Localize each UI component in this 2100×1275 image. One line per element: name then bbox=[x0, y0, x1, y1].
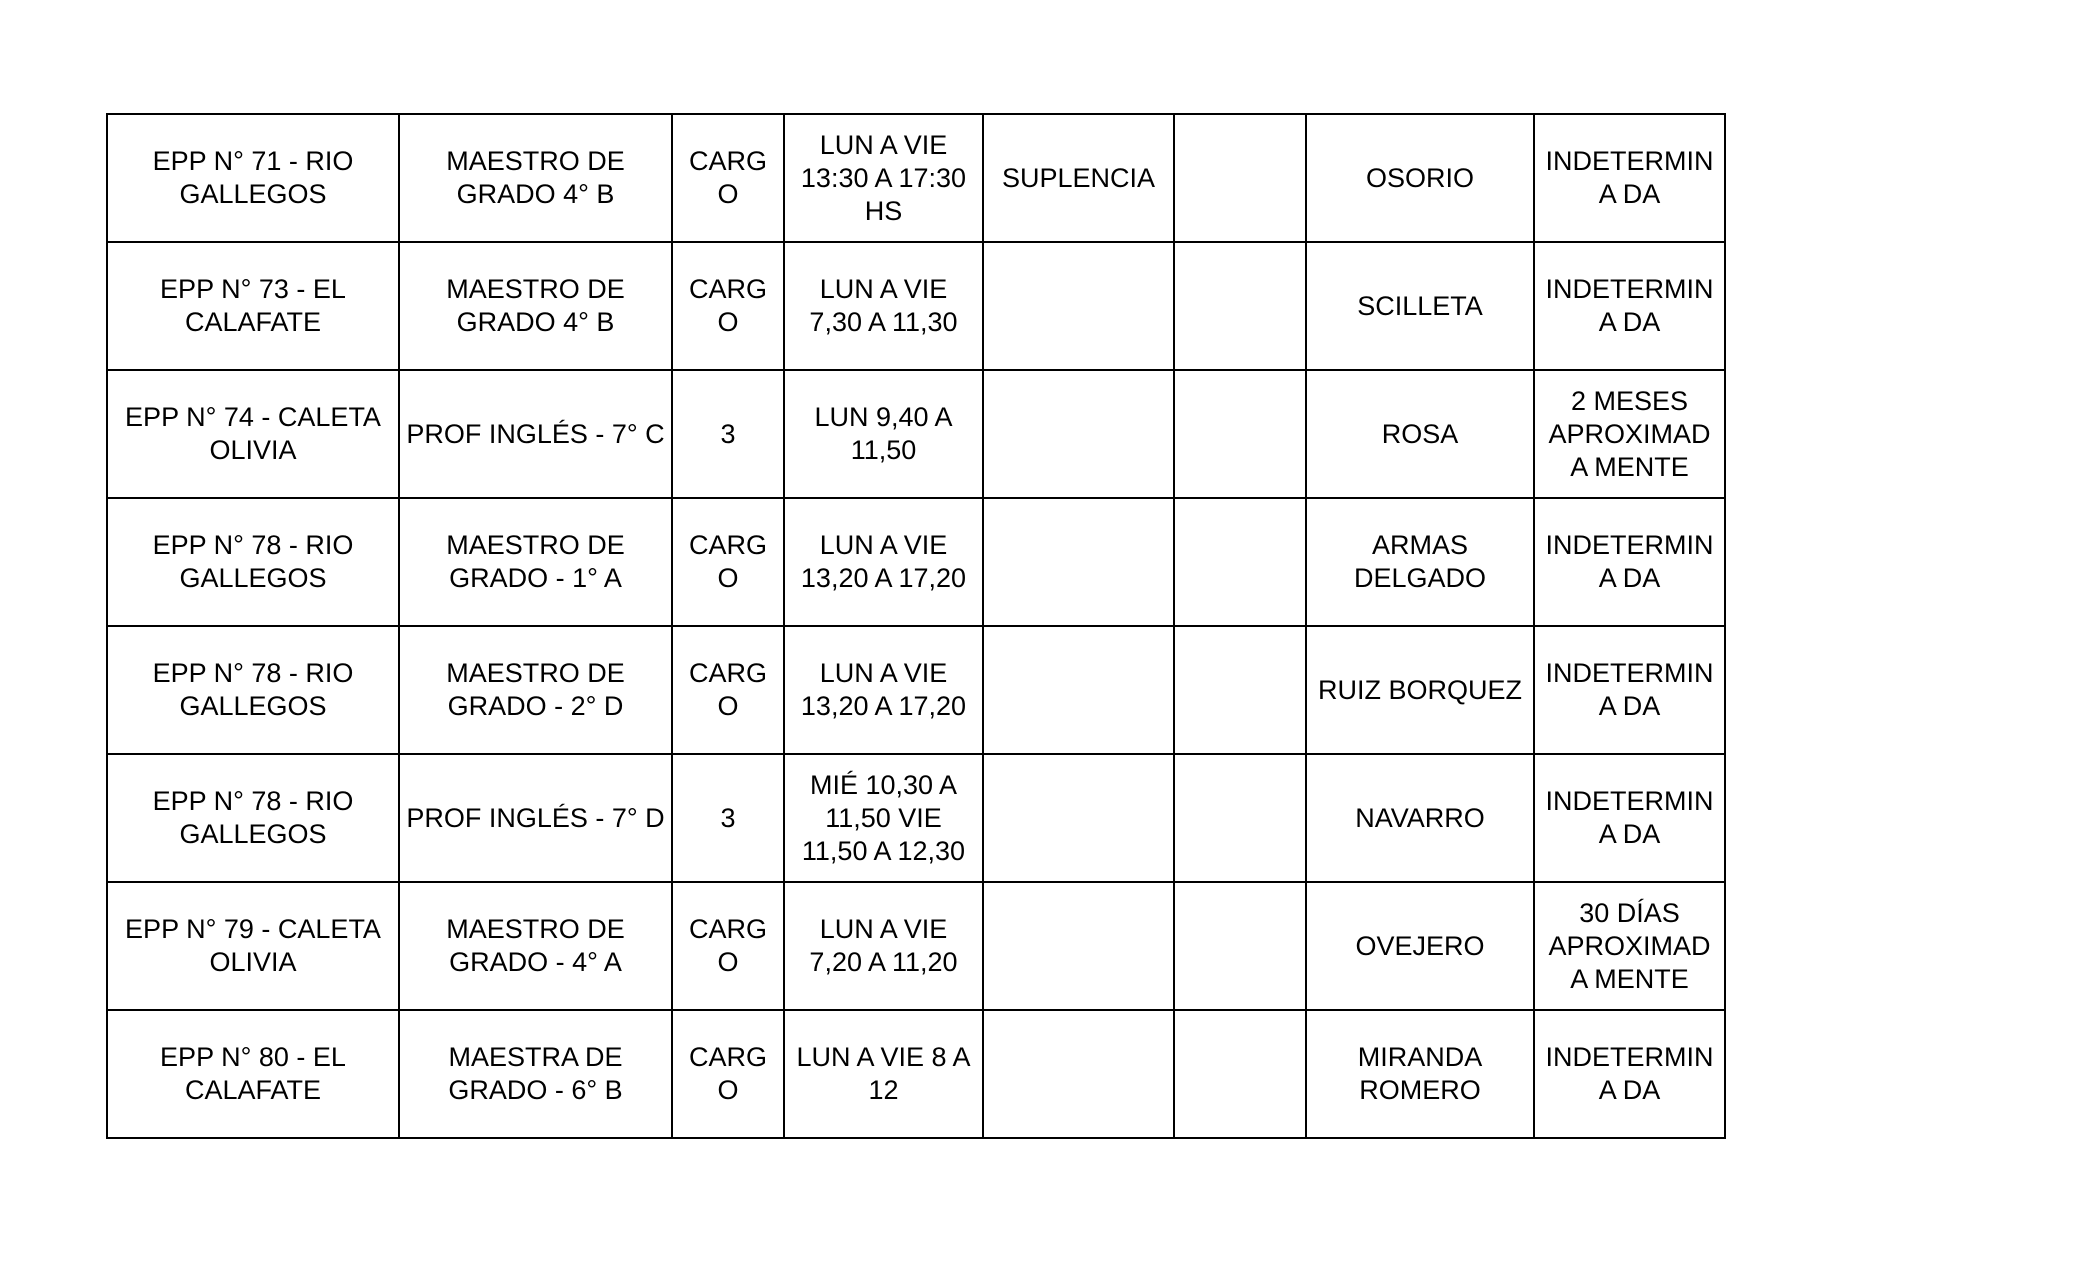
surname-cell: OSORIO bbox=[1306, 114, 1534, 242]
duration-cell: 2 MESES APROXIMADA MENTE bbox=[1534, 370, 1725, 498]
position-cell: MAESTRO DE GRADO 4° B bbox=[399, 114, 672, 242]
surname-cell: OVEJERO bbox=[1306, 882, 1534, 1010]
type-cell bbox=[983, 882, 1174, 1010]
position-cell: MAESTRO DE GRADO 4° B bbox=[399, 242, 672, 370]
school-cell: EPP N° 71 - RIO GALLEGOS bbox=[107, 114, 399, 242]
schedule-cell: LUN A VIE 13:30 A 17:30 HS bbox=[784, 114, 983, 242]
duration-cell: INDETERMINA DA bbox=[1534, 1010, 1725, 1138]
duration-cell: INDETERMINA DA bbox=[1534, 626, 1725, 754]
vacancies-table bbox=[106, 113, 1726, 1139]
hours-cell: CARGO bbox=[672, 498, 784, 626]
schedule-cell: LUN A VIE 7,30 A 11,30 bbox=[784, 242, 983, 370]
hours-cell: CARGO bbox=[672, 242, 784, 370]
type-cell bbox=[983, 498, 1174, 626]
empty-cell bbox=[1174, 754, 1306, 882]
position-cell: MAESTRO DE GRADO - 4° A bbox=[399, 882, 672, 1010]
surname-cell: NAVARRO bbox=[1306, 754, 1534, 882]
schedule-cell: LUN 9,40 A 11,50 bbox=[784, 370, 983, 498]
hours-cell: 3 bbox=[672, 370, 784, 498]
type-cell bbox=[983, 370, 1174, 498]
duration-cell: INDETERMINA DA bbox=[1534, 498, 1725, 626]
table-row bbox=[107, 626, 1725, 754]
type-cell bbox=[983, 1010, 1174, 1138]
table-row bbox=[107, 882, 1725, 1010]
hours-cell: CARGO bbox=[672, 1010, 784, 1138]
table-row bbox=[107, 242, 1725, 370]
position-cell: MAESTRO DE GRADO - 1° A bbox=[399, 498, 672, 626]
duration-cell: INDETERMINA DA bbox=[1534, 242, 1725, 370]
position-cell: MAESTRA DE GRADO - 6° B bbox=[399, 1010, 672, 1138]
school-cell: EPP N° 78 - RIO GALLEGOS bbox=[107, 498, 399, 626]
hours-cell: CARGO bbox=[672, 114, 784, 242]
empty-cell bbox=[1174, 1010, 1306, 1138]
schedule-cell: LUN A VIE 13,20 A 17,20 bbox=[784, 498, 983, 626]
school-cell: EPP N° 79 - CALETA OLIVIA bbox=[107, 882, 399, 1010]
schedule-cell: MIÉ 10,30 A 11,50 VIE 11,50 A 12,30 bbox=[784, 754, 983, 882]
empty-cell bbox=[1174, 114, 1306, 242]
empty-cell bbox=[1174, 498, 1306, 626]
type-cell bbox=[983, 626, 1174, 754]
school-cell: EPP N° 73 - EL CALAFATE bbox=[107, 242, 399, 370]
school-cell: EPP N° 80 - EL CALAFATE bbox=[107, 1010, 399, 1138]
empty-cell bbox=[1174, 242, 1306, 370]
duration-cell: INDETERMINA DA bbox=[1534, 754, 1725, 882]
schedule-cell: LUN A VIE 7,20 A 11,20 bbox=[784, 882, 983, 1010]
school-cell: EPP N° 78 - RIO GALLEGOS bbox=[107, 626, 399, 754]
surname-cell: SCILLETA bbox=[1306, 242, 1534, 370]
position-cell: PROF INGLÉS - 7° C bbox=[399, 370, 672, 498]
hours-cell: CARGO bbox=[672, 626, 784, 754]
surname-cell: MIRANDA ROMERO bbox=[1306, 1010, 1534, 1138]
type-cell: SUPLENCIA bbox=[983, 114, 1174, 242]
surname-cell: RUIZ BORQUEZ bbox=[1306, 626, 1534, 754]
hours-cell: 3 bbox=[672, 754, 784, 882]
position-cell: MAESTRO DE GRADO - 2° D bbox=[399, 626, 672, 754]
empty-cell bbox=[1174, 370, 1306, 498]
empty-cell bbox=[1174, 626, 1306, 754]
type-cell bbox=[983, 242, 1174, 370]
table-row bbox=[107, 754, 1725, 882]
table-row bbox=[107, 1010, 1725, 1138]
surname-cell: ROSA bbox=[1306, 370, 1534, 498]
schedule-cell: LUN A VIE 13,20 A 17,20 bbox=[784, 626, 983, 754]
table-row bbox=[107, 370, 1725, 498]
table-row bbox=[107, 498, 1725, 626]
empty-cell bbox=[1174, 882, 1306, 1010]
type-cell bbox=[983, 754, 1174, 882]
duration-cell: INDETERMINA DA bbox=[1534, 114, 1725, 242]
table-row bbox=[107, 114, 1725, 242]
schedule-cell: LUN A VIE 8 A 12 bbox=[784, 1010, 983, 1138]
hours-cell: CARGO bbox=[672, 882, 784, 1010]
school-cell: EPP N° 78 - RIO GALLEGOS bbox=[107, 754, 399, 882]
position-cell: PROF INGLÉS - 7° D bbox=[399, 754, 672, 882]
surname-cell: ARMAS DELGADO bbox=[1306, 498, 1534, 626]
school-cell: EPP N° 74 - CALETA OLIVIA bbox=[107, 370, 399, 498]
duration-cell: 30 DÍAS APROXIMADA MENTE bbox=[1534, 882, 1725, 1010]
